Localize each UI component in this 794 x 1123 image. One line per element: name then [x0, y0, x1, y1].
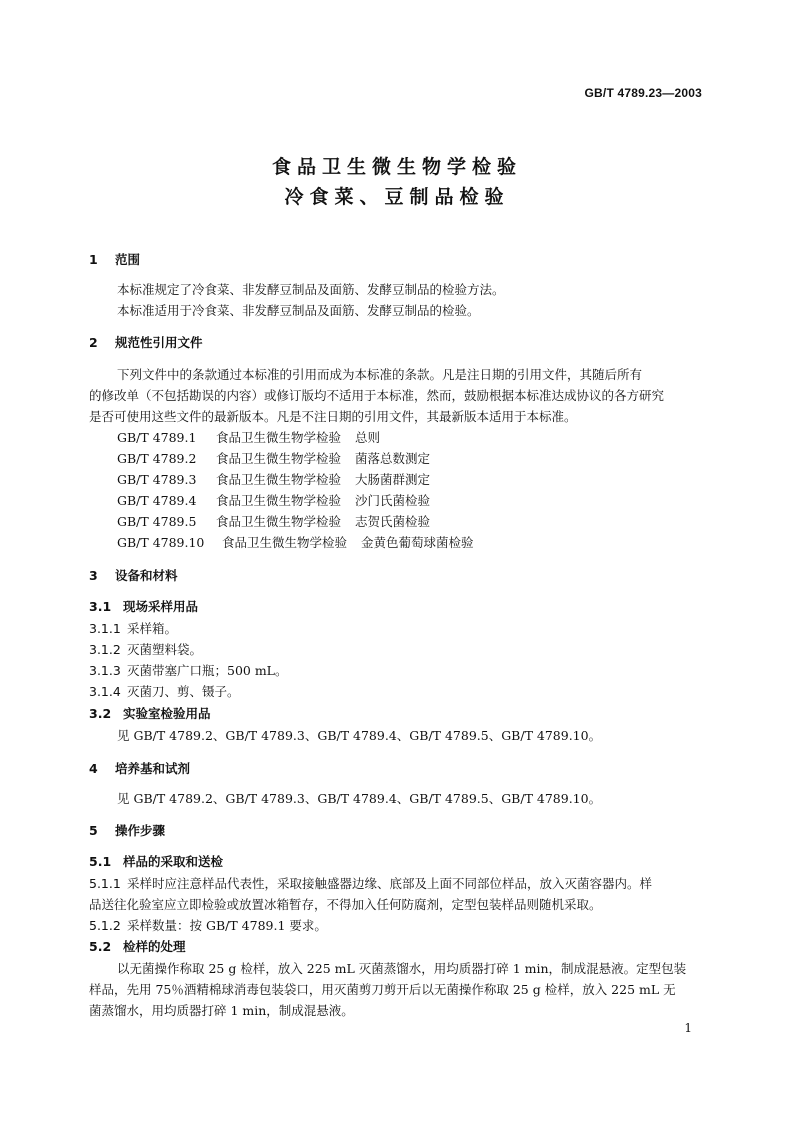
reference-subtitle: 大肠菌群测定 — [355, 472, 431, 487]
section-3-heading — [89, 566, 178, 586]
paragraph: 本标准规定了冷食菜、非发酵豆制品及面筋、发酵豆制品的检验方法。 — [117, 282, 505, 297]
subsection-3-2-heading — [89, 704, 211, 724]
subsection-5-1-heading — [89, 852, 223, 872]
clause-text: 灭菌带塞广口瓶；500 mL。 — [127, 663, 288, 678]
section-5-heading — [89, 821, 165, 841]
document-title-line1: 食品卫生微生物学检验 — [271, 156, 522, 178]
clause-3-1-1 — [89, 619, 177, 639]
paragraph: 的修改单（不包括勘误的内容）或修订版均不适用于本标准，然而，鼓励根据本标准达成协议的各方研究 — [89, 388, 665, 403]
reference-title: 食品卫生微生物学检验 — [222, 535, 348, 550]
section-title: 培养基和试剂 — [115, 761, 191, 776]
clause-text: 灭菌塑料袋。 — [127, 642, 203, 657]
reference-subtitle: 沙门氏菌检验 — [355, 493, 431, 508]
section-title: 设备和材料 — [115, 568, 178, 583]
clause-number: 3.1.3 — [89, 663, 121, 678]
subsection-title: 检样的处理 — [123, 939, 186, 954]
section-title: 范围 — [115, 252, 141, 267]
section-2-heading — [89, 333, 203, 353]
section-number: 2 — [89, 335, 98, 350]
clause-number: 5.1.1 — [89, 876, 121, 891]
paragraph: 见 GB/T 4789.2、GB/T 4789.3、GB/T 4789.4、GB/T 4789.5、GB/T 4789.10。 — [117, 791, 602, 806]
subsection-title: 样品的采取和送检 — [123, 854, 224, 869]
paragraph: 品送往化验室应立即检验或放置冰箱暂存，不得加入任何防腐剂，定型包装样品则随机采取。 — [89, 897, 602, 912]
subsection-number: 5.1 — [89, 854, 112, 869]
reference-item — [117, 449, 430, 469]
section-number: 4 — [89, 761, 98, 776]
reference-code: GB/T 4789.3 — [117, 472, 197, 487]
section-number: 5 — [89, 823, 98, 838]
section-number: 3 — [89, 568, 98, 583]
document-title-line2: 冷食菜、豆制品检验 — [284, 186, 510, 208]
reference-item — [117, 533, 474, 553]
reference-title: 食品卫生微生物学检验 — [216, 514, 342, 529]
page-number: 1 — [684, 1021, 692, 1035]
clause-text: 灭菌刀、剪、镊子。 — [127, 684, 240, 699]
section-1-heading — [89, 250, 140, 270]
clause-text: 采样数量：按 GB/T 4789.1 要求。 — [127, 918, 327, 933]
subsection-title: 现场采样用品 — [123, 599, 199, 614]
reference-code: GB/T 4789.5 — [117, 514, 197, 529]
reference-subtitle: 金黄色葡萄球菌检验 — [361, 535, 474, 550]
reference-code: GB/T 4789.2 — [117, 451, 197, 466]
reference-subtitle: 总则 — [355, 430, 381, 445]
clause-3-1-3 — [89, 661, 288, 681]
clause-number: 5.1.2 — [89, 918, 121, 933]
reference-code: GB/T 4789.1 — [117, 430, 197, 445]
reference-title: 食品卫生微生物学检验 — [216, 430, 342, 445]
reference-title: 食品卫生微生物学检验 — [216, 472, 342, 487]
paragraph: 是否可使用这些文件的最新版本。凡是不注日期的引用文件，其最新版本适用于本标准。 — [89, 409, 577, 424]
subsection-3-1-heading — [89, 597, 198, 617]
reference-subtitle: 菌落总数测定 — [355, 451, 431, 466]
reference-title: 食品卫生微生物学检验 — [216, 451, 342, 466]
subsection-number: 3.2 — [89, 706, 112, 721]
clause-3-1-2 — [89, 640, 202, 660]
subsection-5-2-heading — [89, 937, 186, 957]
clause-5-1-2 — [89, 916, 327, 936]
clause-number: 3.1.1 — [89, 621, 121, 636]
paragraph: 见 GB/T 4789.2、GB/T 4789.3、GB/T 4789.4、GB/T 4789.5、GB/T 4789.10。 — [117, 728, 602, 743]
clause-text: 采样箱。 — [127, 621, 178, 636]
section-4-heading — [89, 759, 190, 779]
paragraph: 以无菌操作称取 25 g 检样，放入 225 mL 灭菌蒸馏水，用均质器打碎 1 min，制成混悬液。定型包装 — [117, 961, 687, 976]
section-title: 规范性引用文件 — [115, 335, 203, 350]
subsection-number: 5.2 — [89, 939, 112, 954]
section-title: 操作步骤 — [115, 823, 166, 838]
section-number: 1 — [89, 252, 98, 267]
clause-number: 3.1.4 — [89, 684, 121, 699]
reference-item — [117, 512, 430, 532]
reference-code: GB/T 4789.10 — [117, 535, 205, 550]
reference-subtitle: 志贺氏菌检验 — [355, 514, 431, 529]
reference-title: 食品卫生微生物学检验 — [216, 493, 342, 508]
reference-item — [117, 428, 380, 448]
paragraph: 样品，先用 75％酒精棉球消毒包装袋口，用灭菌剪刀剪开后以无菌操作称取 25 g 检样，放入 225 mL 无 — [89, 982, 676, 997]
reference-item — [117, 491, 430, 511]
paragraph: 下列文件中的条款通过本标准的引用而成为本标准的条款。凡是注日期的引用文件，其随后所有 — [117, 367, 643, 382]
reference-item — [117, 470, 430, 490]
subsection-title: 实验室检验用品 — [123, 706, 211, 721]
clause-number: 3.1.2 — [89, 642, 121, 657]
clause-text: 采样时应注意样品代表性，采取接触盛器边缘、底部及上面不同部位样品，放入灭菌容器内。样 — [127, 876, 653, 891]
clause-5-1-1 — [89, 874, 652, 894]
paragraph: 菌蒸馏水，用均质器打碎 1 min，制成混悬液。 — [89, 1003, 354, 1018]
subsection-number: 3.1 — [89, 599, 112, 614]
paragraph: 本标准适用于冷食菜、非发酵豆制品及面筋、发酵豆制品的检验。 — [117, 303, 480, 318]
standard-number: GB/T 4789.23—2003 — [584, 86, 702, 100]
clause-3-1-4 — [89, 682, 240, 702]
reference-code: GB/T 4789.4 — [117, 493, 197, 508]
